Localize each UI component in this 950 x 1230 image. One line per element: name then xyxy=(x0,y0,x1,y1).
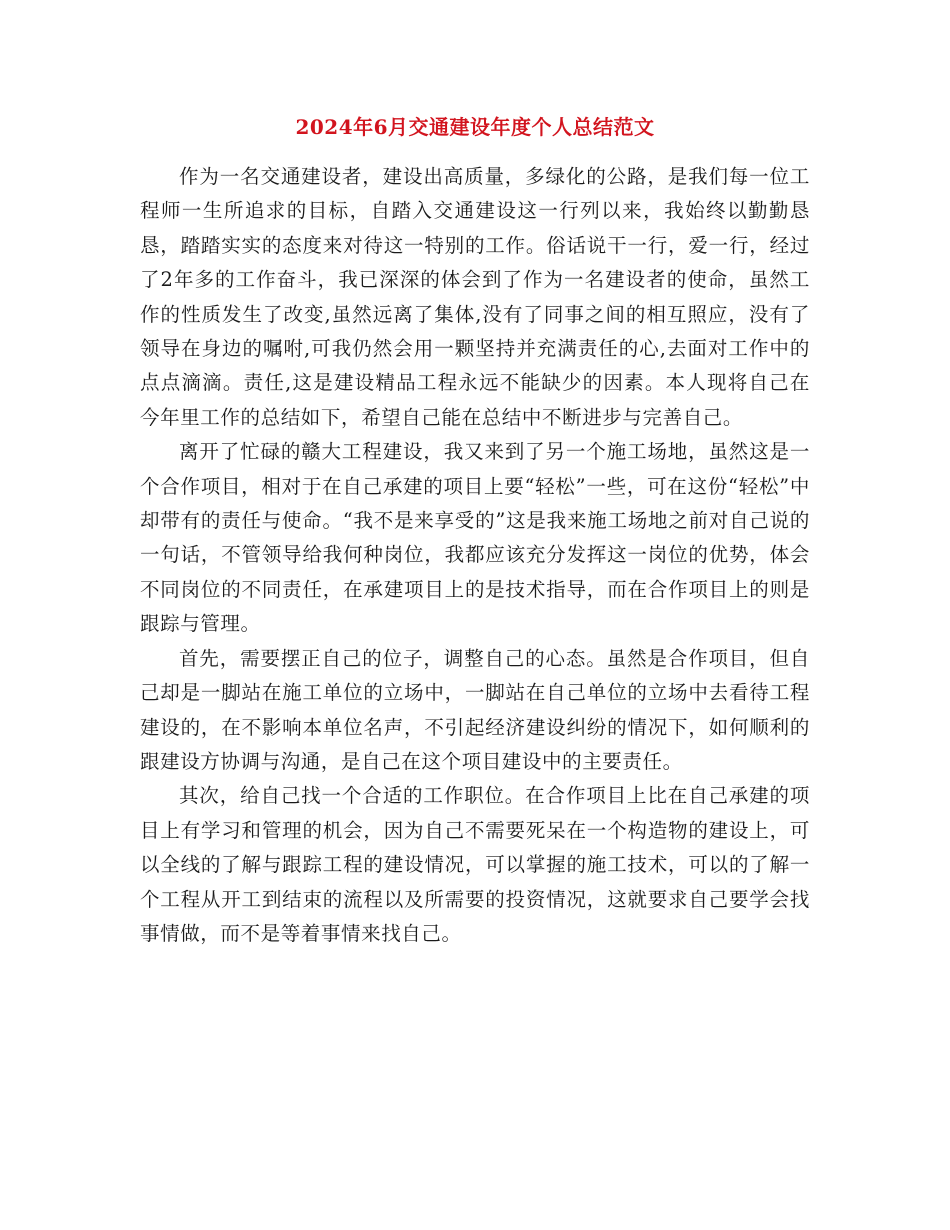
paragraph-first: 首先，需要摆正自己的位子，调整自己的心态。虽然是合作项目，但自己却是一脚站在施工单位的立场中，一脚站在自己单位的立场中去看待工程建设的，在不影响本单位名声，不引起经济建设纠纷的情况下，如何顺利的跟建设方协调与沟通，是自己在这个项目建设中的主要责任。 xyxy=(140,646,810,773)
paragraph-second: 其次，给自己找一个合适的工作职位。在合作项目上比在自己承建的项目上有学习和管理的机会，因为自己不需要死呆在一个构造物的建设上，可以全线的了解与跟踪工程的建设情况，可以掌握的施工技术，可以的了解一个工程从开工到结束的流程以及所需要的投资情况，这就要求自己要学会找事情做，而不是等着事情来找自己。 xyxy=(140,784,810,945)
document-title: 2024年6月交通建设年度个人总结范文 xyxy=(295,115,655,139)
document-page xyxy=(140,112,810,951)
paragraph-new-site: 离开了忙碌的赣大工程建设，我又来到了另一个施工场地，虽然这是一个合作项目，相对于在自己承建的项目上要“轻松”一些，可在这份“轻松”中却带有的责任与使命。“我不是来享受的”这是我来施工场地之前对自己说的一句话，不管领导给我何种岗位，我都应该充分发挥这一岗位的优势，体会不同岗位的不同责任，在承建项目上的是技术指导，而在合作项目上的则是跟踪与管理。 xyxy=(140,440,810,636)
paragraph-intro: 作为一名交通建设者，建设出高质量，多绿化的公路，是我们每一位工程师一生所追求的目标，自踏入交通建设这一行列以来，我始终以勤勤恳恳，踏踏实实的态度来对待这一特别的工作。俗话说干一行，爱一行，经过了2年多的工作奋斗，我已深深的体会到了作为一名建设者的使命，虽然工作的性质发生了改变,虽然远离了集体,没有了同事之间的相互照应，没有了领导在身边的嘱咐,可我仍然会用一颗坚持并充满责任的心,去面对工作中的点点滴滴。责任,这是建设精品工程永远不能缺少的因素。本人现将自己在今年里工作的总结如下，希望自己能在总结中不断进步与完善自己。 xyxy=(140,165,810,429)
